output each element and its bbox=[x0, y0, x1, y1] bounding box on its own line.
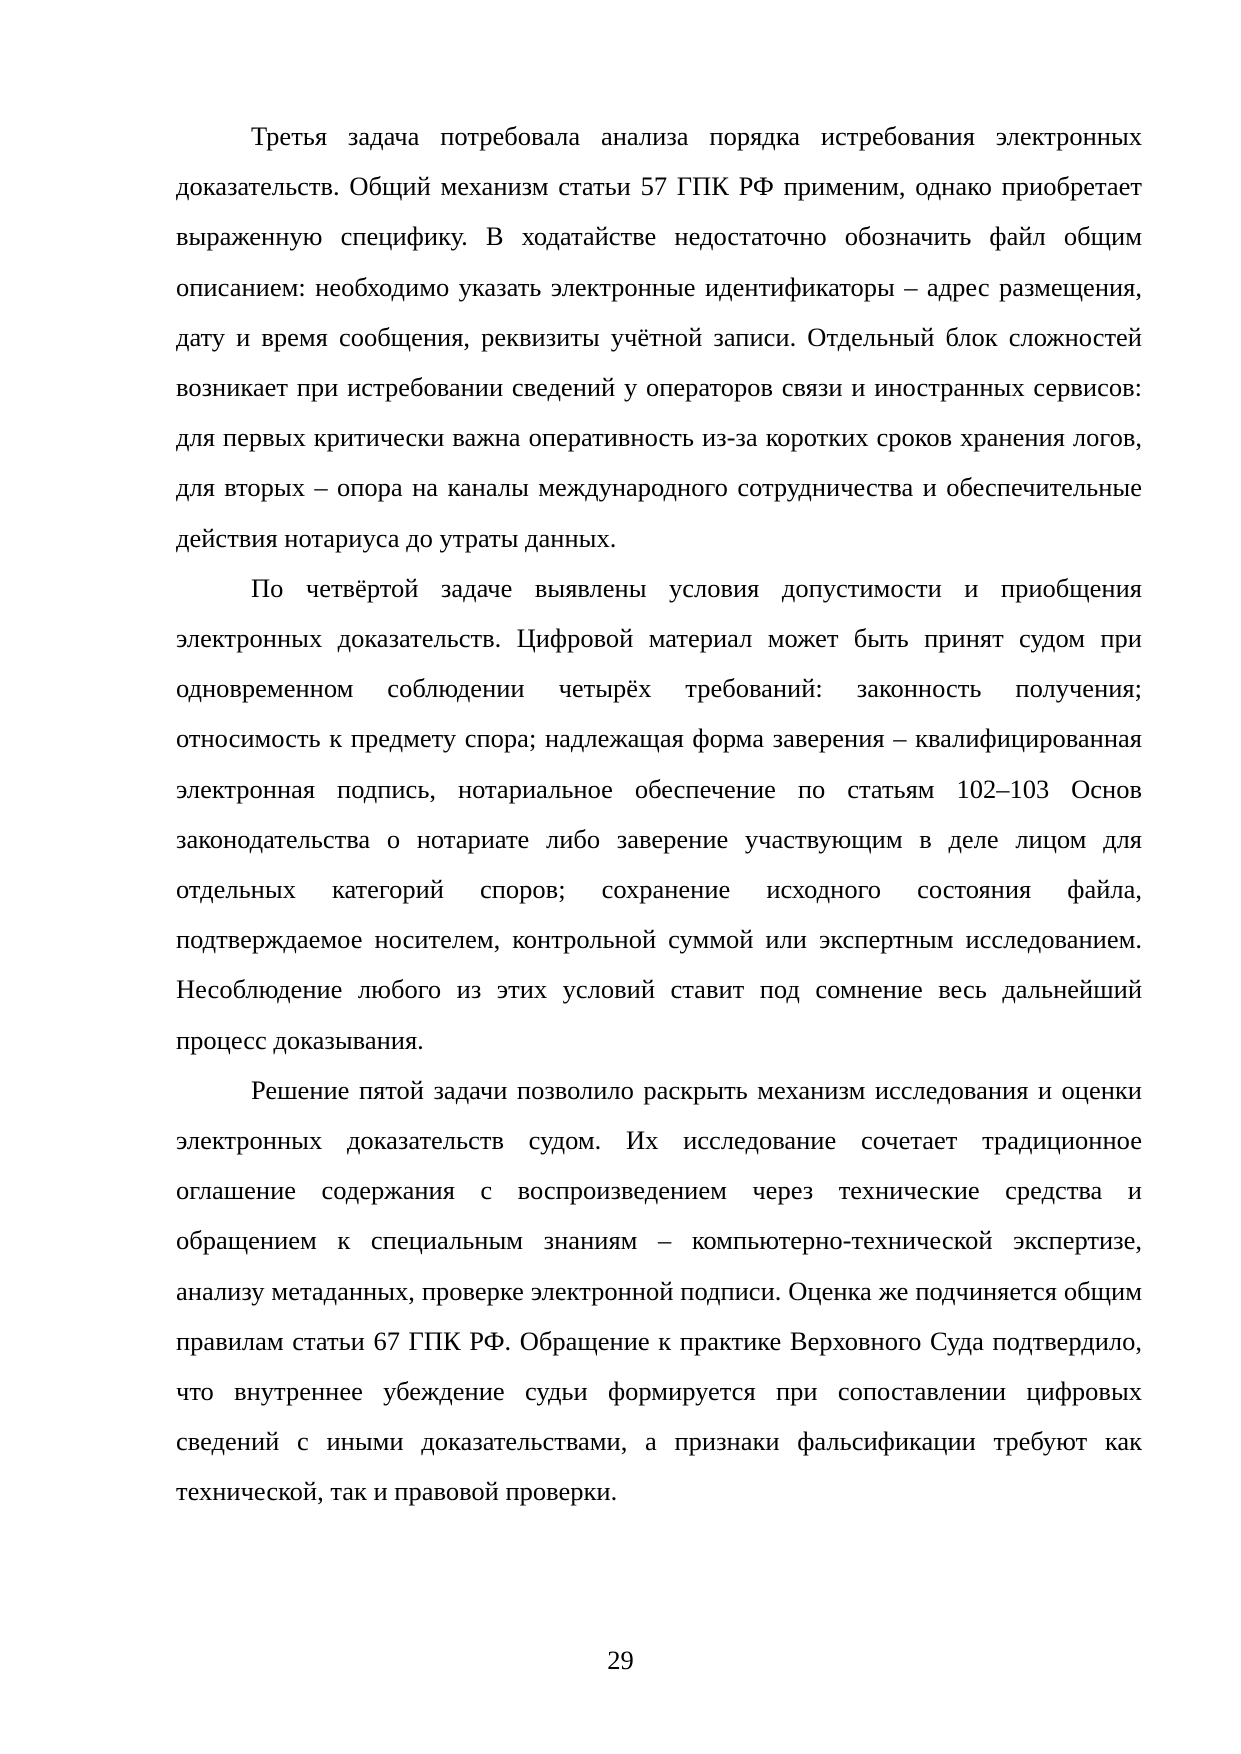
body-text bbox=[176, 111, 1142, 1517]
paragraph-fifth-task: Решение пятой задачи позволило раскрыть механизм исследования и оценки электронных доказательств судом. Их исследование сочетает традиционное оглашение содержания с воспроизведением через технические средства и обращением к специальным знаниям – компьютерно-технической экспертизе, анализу метаданных, проверке электронной подписи. Оценка же подчиняется общим правилам статьи 67 ГПК РФ. Обращение к практике Верховного Суда подтвердило, что внутреннее убеждение судьи формируется при сопоставлении цифровых сведений с иными доказательствами, а признаки фальсификации требуют как технической, так и правовой проверки. bbox=[176, 1074, 1142, 1507]
page-number: 29 bbox=[607, 1645, 634, 1675]
paragraph-third-task: Третья задача потребовала анализа порядка истребования электронных доказательств. Общий механизм статьи 57 ГПК РФ применим, однако приобретает выраженную специфику. В ходатайстве недостаточно обозначить файл общим описанием: необходимо указать электронные идентификаторы – адрес размещения, дату и время сообщения, реквизиты учётной записи. Отдельный блок сложностей возникает при истребовании сведений у операторов связи и иностранных сервисов: для первых критически важна оперативность из-за коротких сроков хранения логов, для вторых – опора на каналы международного сотрудничества и обеспечительные действия нотариуса до утраты данных. bbox=[176, 121, 1142, 553]
paragraph-fourth-task: По четвёртой задаче выявлены условия допустимости и приобщения электронных доказательств. Цифровой материал может быть принят судом при одновременном соблюдении четырёх требований: законность получения; относимость к предмету спора; надлежащая форма заверения – квалифицированная электронная подпись, нотариальное обеспечение по статьям 102–103 Основ законодательства о нотариате либо заверение участвующим в деле лицом для отдельных категорий споров; сохранение исходного состояния файла, подтверждаемое носителем, контрольной суммой или экспертным исследованием. Несоблюдение любого из этих условий ставит под сомнение весь дальнейший процесс доказывания. bbox=[176, 572, 1142, 1055]
